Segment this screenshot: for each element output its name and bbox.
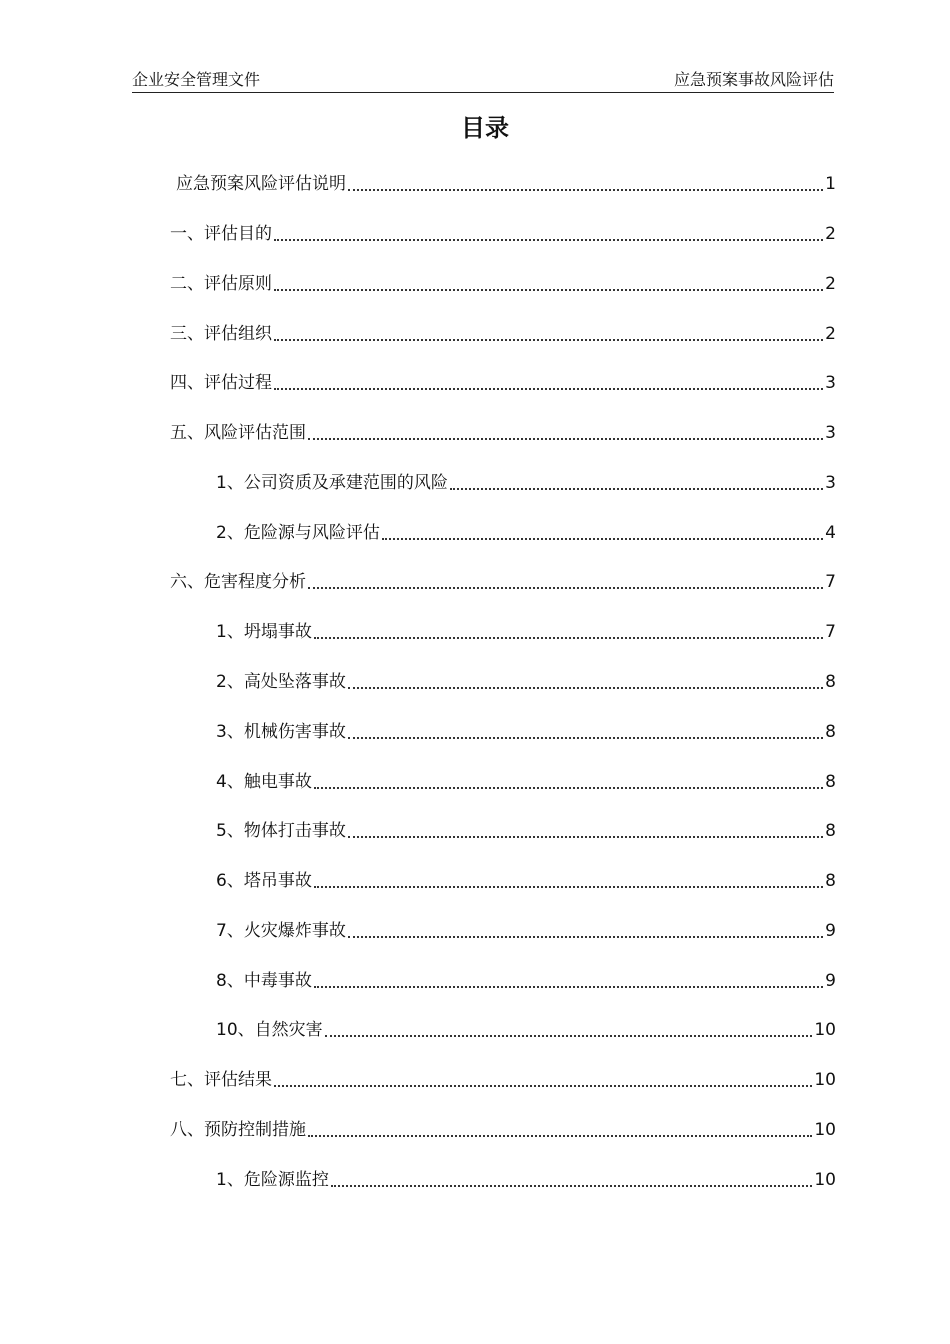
- toc-entry-page: 1: [825, 174, 836, 194]
- toc-entry[interactable]: [170, 1068, 836, 1092]
- toc-entry[interactable]: [176, 172, 836, 196]
- toc-entry[interactable]: [170, 371, 836, 395]
- toc-entry-page: 7: [825, 572, 836, 592]
- toc-entry-label: 六、危害程度分析: [170, 572, 306, 592]
- toc-leader-dots: [348, 737, 823, 739]
- toc-entry-label: 5、物体打击事故: [216, 821, 346, 841]
- toc-leader-dots: [274, 339, 823, 341]
- toc-leader-dots: [308, 438, 823, 440]
- toc-entry[interactable]: [216, 1168, 836, 1192]
- toc-entry-label: 八、预防控制措施: [170, 1120, 306, 1140]
- toc-entry-label: 二、评估原则: [170, 274, 272, 294]
- toc-leader-dots: [308, 1135, 812, 1137]
- toc-leader-dots: [331, 1185, 813, 1187]
- toc-entry-label: 10、自然灾害: [216, 1020, 323, 1040]
- toc-entry[interactable]: [216, 770, 836, 794]
- toc-leader-dots: [314, 637, 823, 639]
- toc-entry[interactable]: [170, 322, 836, 346]
- toc-leader-dots: [274, 388, 823, 390]
- toc-leader-dots: [274, 1085, 812, 1087]
- toc-entry[interactable]: [216, 670, 836, 694]
- toc-entry-label: 4、触电事故: [216, 772, 312, 792]
- toc-entry-label: 1、公司资质及承建范围的风险: [216, 473, 448, 493]
- toc-entry-label: 一、评估目的: [170, 224, 272, 244]
- toc-entry[interactable]: [216, 620, 836, 644]
- toc-entry-page: 8: [825, 672, 836, 692]
- toc-entry-page: 9: [825, 971, 836, 991]
- toc-leader-dots: [450, 488, 823, 490]
- toc-entry[interactable]: [216, 471, 836, 495]
- toc-entry-label: 2、高处坠落事故: [216, 672, 346, 692]
- toc-entry-page: 8: [825, 772, 836, 792]
- toc-entry-page: 4: [825, 523, 836, 543]
- toc-entry[interactable]: [216, 869, 836, 893]
- toc-leader-dots: [348, 189, 823, 191]
- toc-entry[interactable]: [170, 570, 836, 594]
- toc-entry[interactable]: [170, 1118, 836, 1142]
- toc-leader-dots: [314, 986, 823, 988]
- toc-entry[interactable]: [170, 421, 836, 445]
- toc-entry-page: 10: [814, 1070, 836, 1090]
- header-left-text: 企业安全管理文件: [132, 70, 261, 89]
- toc-entry[interactable]: [216, 521, 836, 545]
- toc-entry-label: 三、评估组织: [170, 324, 272, 344]
- toc-entry[interactable]: [216, 919, 836, 943]
- toc-entry-page: 8: [825, 722, 836, 742]
- toc-entry-page: 8: [825, 871, 836, 891]
- toc-leader-dots: [274, 239, 823, 241]
- toc-entry-page: 2: [825, 274, 836, 294]
- toc-leader-dots: [348, 836, 823, 838]
- toc-leader-dots: [382, 538, 823, 540]
- toc-entry-label: 6、塔吊事故: [216, 871, 312, 891]
- toc-entry[interactable]: [216, 1018, 836, 1042]
- toc-entry-label: 8、中毒事故: [216, 971, 312, 991]
- toc-entry[interactable]: [216, 720, 836, 744]
- toc-entry-page: 10: [814, 1170, 836, 1190]
- toc-leader-dots: [314, 787, 823, 789]
- toc-leader-dots: [314, 886, 823, 888]
- toc-entry[interactable]: [170, 222, 836, 246]
- toc-entry[interactable]: [216, 819, 836, 843]
- toc-entry-page: 3: [825, 473, 836, 493]
- toc-entry-label: 3、机械伤害事故: [216, 722, 346, 742]
- toc-entry-page: 8: [825, 821, 836, 841]
- toc-entry-page: 10: [814, 1020, 836, 1040]
- toc-entry-label: 应急预案风险评估说明: [176, 174, 346, 194]
- toc-entry-label: 五、风险评估范围: [170, 423, 306, 443]
- toc-entry[interactable]: [216, 969, 836, 993]
- toc-entry[interactable]: [170, 272, 836, 296]
- toc-leader-dots: [274, 289, 823, 291]
- toc-entry-label: 1、坍塌事故: [216, 622, 312, 642]
- toc-entry-label: 7、火灾爆炸事故: [216, 921, 346, 941]
- toc-entry-page: 7: [825, 622, 836, 642]
- toc-entry-page: 3: [825, 373, 836, 393]
- toc-entry-page: 9: [825, 921, 836, 941]
- toc-entry-label: 2、危险源与风险评估: [216, 523, 380, 543]
- toc-entry-page: 2: [825, 324, 836, 344]
- toc-leader-dots: [348, 936, 823, 938]
- toc-entry-label: 1、危险源监控: [216, 1170, 329, 1190]
- toc-entry-page: 10: [814, 1120, 836, 1140]
- toc-leader-dots: [325, 1035, 813, 1037]
- toc-entry-label: 七、评估结果: [170, 1070, 272, 1090]
- toc-entry-page: 3: [825, 423, 836, 443]
- toc-entry-page: 2: [825, 224, 836, 244]
- toc-leader-dots: [348, 687, 823, 689]
- header-right-text: 应急预案事故风险评估: [673, 70, 834, 89]
- toc-leader-dots: [308, 587, 823, 589]
- toc-entry-label: 四、评估过程: [170, 373, 272, 393]
- toc-title: 目录: [461, 114, 509, 142]
